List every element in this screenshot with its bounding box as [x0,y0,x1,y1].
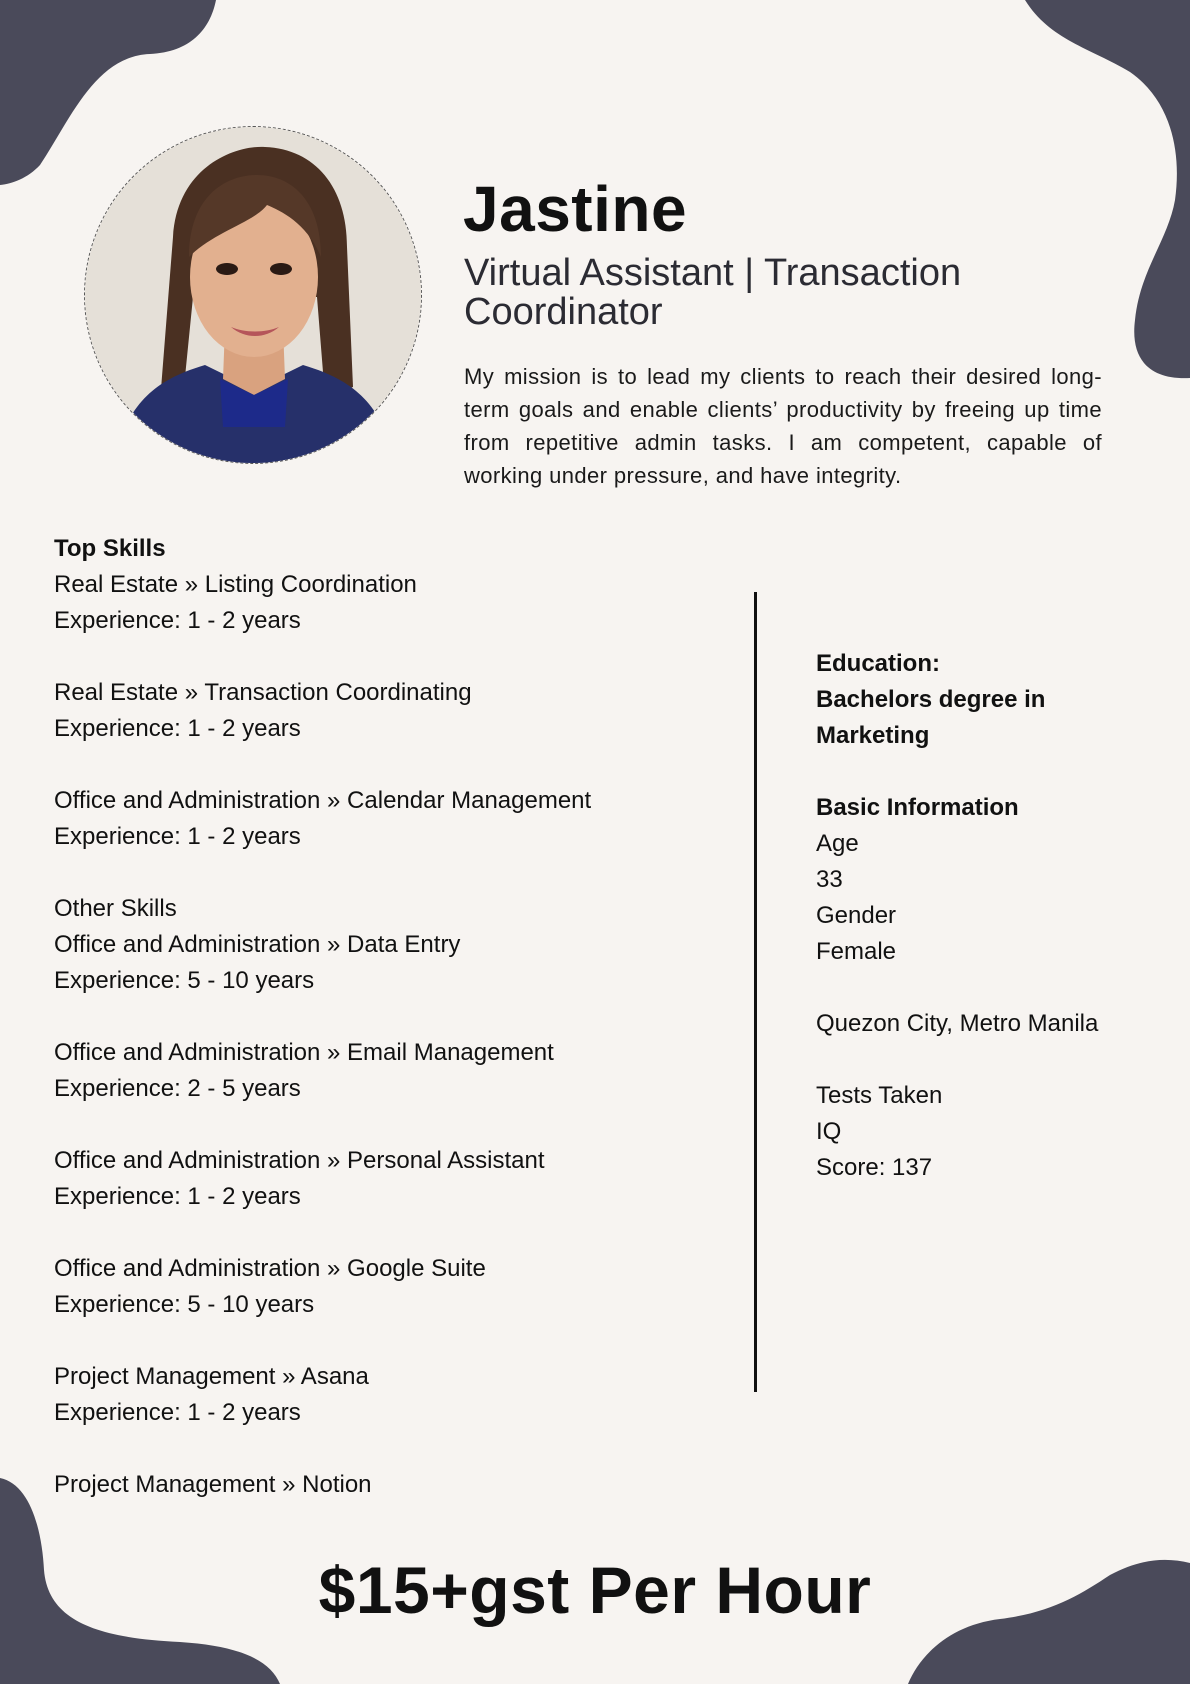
profile-title: Virtual Assistant | Transaction Coordinator [464,252,962,333]
skill-name: Office and Administration » Personal Assistant [54,1147,545,1174]
education-degree: Bachelors degree in Marketing [816,686,1046,749]
skill-name: Project Management » Asana [54,1363,369,1390]
gender-value: Female [816,938,897,965]
skill-item [54,1035,734,1107]
test-name: IQ [816,1118,842,1145]
skill-experience: Experience: 5 - 10 years [54,1291,315,1318]
skill-name: Real Estate » Listing Coordination [54,571,417,598]
location: Quezon City, Metro Manila [816,1010,1099,1037]
skill-item [54,927,734,999]
skill-name: Office and Administration » Email Management [54,1039,554,1066]
skill-name: Office and Administration » Google Suite [54,1255,486,1282]
skill-experience: Experience: 1 - 2 years [54,1399,301,1426]
skill-experience: Experience: 1 - 2 years [54,823,301,850]
profile-name: Jastine [463,173,688,245]
skill-name: Office and Administration » Data Entry [54,931,461,958]
hourly-rate: $15+gst Per Hour [318,1553,872,1627]
basic-info-heading: Basic Information [816,794,1019,821]
test-score: Score: 137 [816,1154,933,1181]
skill-item [54,783,734,855]
skill-experience: Experience: 1 - 2 years [54,715,301,742]
skill-item [54,1467,734,1503]
skill-item [54,675,734,747]
right-eye [270,263,292,275]
skill-experience: Experience: 1 - 2 years [54,1183,301,1210]
skill-name: Project Management » Notion [54,1471,372,1498]
mission-statement: My mission is to lead my clients to reach their desired long-term goals and enable clients’ productivity by freeing up time from repetitive admin tasks. I am competent, capable of working under pressure, and have integrity. [464,364,1102,488]
education-label: Education: [816,650,940,677]
info-section [816,646,1116,1186]
other-skills-heading: Other Skills [54,895,177,922]
skill-name: Real Estate » Transaction Coordinating [54,679,472,706]
skill-experience: Experience: 5 - 10 years [54,967,315,994]
tests-heading: Tests Taken [816,1082,943,1109]
profile-photo [84,126,422,464]
age-value: 33 [816,866,843,893]
skill-item [54,1359,734,1431]
skill-item [54,567,734,639]
top-skills-heading: Top Skills [54,535,166,562]
skill-item [54,1143,734,1215]
skill-item [54,1251,734,1323]
gender-label: Gender [816,902,897,929]
skill-experience: Experience: 2 - 5 years [54,1075,301,1102]
left-eye [216,263,238,275]
portrait-illustration [85,127,422,464]
skills-section [54,531,734,1539]
skill-experience: Experience: 1 - 2 years [54,607,301,634]
age-label: Age [816,830,859,857]
column-divider [754,592,757,1392]
skill-name: Office and Administration » Calendar Management [54,787,592,814]
